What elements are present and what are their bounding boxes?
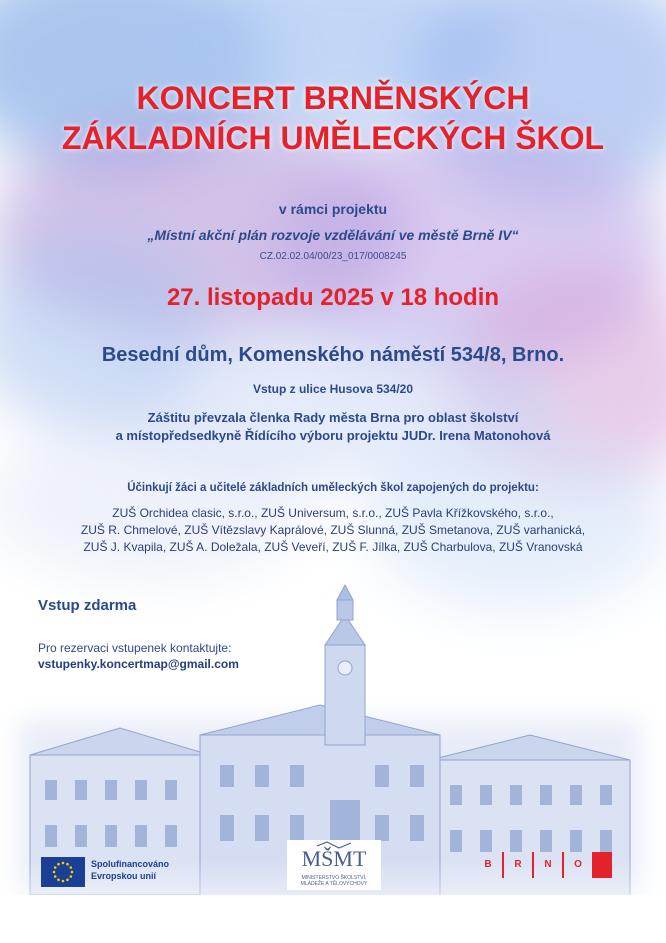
performers-line3: ZUŠ J. Kvapila, ZUŠ A. Doležala, ZUŠ Veveří, ZUŠ F. Jílka, ZUŠ Charbulova, ZUŠ Vranovská	[83, 540, 583, 554]
msmt-logo	[287, 840, 381, 890]
performers-heading: Účinkují žáci a učitelé základních uměleckých škol zapojených do projektu:	[127, 482, 539, 494]
brno-letter-b: B	[484, 859, 492, 870]
brno-letter-n: N	[544, 859, 552, 870]
eu-flag-logo	[41, 857, 85, 887]
msmt-caption	[287, 875, 381, 887]
event-date: 27. listopadu 2025 v 18 hodin	[166, 284, 500, 311]
eu-stars-icon	[41, 857, 85, 887]
eu-label-line1: Spolufinancováno	[91, 859, 170, 869]
project-intro: v rámci projektu	[278, 201, 388, 217]
brno-letter-r: R	[514, 859, 522, 870]
patronage	[0, 409, 666, 445]
free-admission: Vstup zdarma	[38, 597, 137, 614]
brno-letter-o: O	[574, 859, 582, 870]
performers-line2: ZUŠ R. Chmelové, ZUŠ Vítězslavy Kaprálové, ZUŠ Slunná, ZUŠ Smetanova, ZUŠ varhanická,	[80, 523, 586, 537]
project-name: „Místní akční plán rozvoje vzdělávání ve městě Brně IV“	[147, 227, 519, 243]
performers-line1: ZUŠ Orchidea clasic, s.r.o., ZUŠ Universum, s.r.o., ZUŠ Pavla Křížkovského, s.r.o.,	[112, 506, 554, 520]
project-registration-number: CZ.02.02.04/00/23_017/0008245	[259, 251, 407, 262]
msmt-caption-line2: MLÁDEŽE A TĚLOVÝCHOVY	[300, 881, 368, 887]
brno-red-block	[592, 852, 612, 878]
poster-title-line1: KONCERT BRNĚNSKÝCH	[136, 80, 530, 116]
eu-cofinanced-label	[91, 858, 169, 882]
msmt-caption-line1: MINISTERSTVO ŠKOLSTVÍ,	[301, 875, 367, 881]
event-place: Besední dům, Komenského náměstí 534/8, Brno.	[101, 344, 565, 366]
event-entrance: Vstup z ulice Husova 534/20	[252, 382, 414, 396]
brno-logo	[474, 852, 612, 878]
patronage-line2: a místopředsedkyně Řídícího výboru projektu JUDr. Irena Matonohová	[115, 428, 551, 443]
reservation-email[interactable]: vstupenky.koncertmap@gmail.com	[38, 657, 239, 671]
reservation-label: Pro rezervaci vstupenek kontaktujte:	[38, 641, 232, 655]
poster-title-line2: ZÁKLADNÍCH UMĚLECKÝCH ŠKOL	[61, 120, 605, 156]
msmt-emblem-icon	[287, 840, 381, 876]
svg-text:MŠMT: MŠMT	[301, 846, 367, 871]
patronage-line1: Záštitu převzala členka Rady města Brna pro oblast školství	[147, 410, 519, 425]
eu-label-line2: Evropskou unií	[91, 871, 157, 881]
performers-list	[0, 505, 666, 556]
